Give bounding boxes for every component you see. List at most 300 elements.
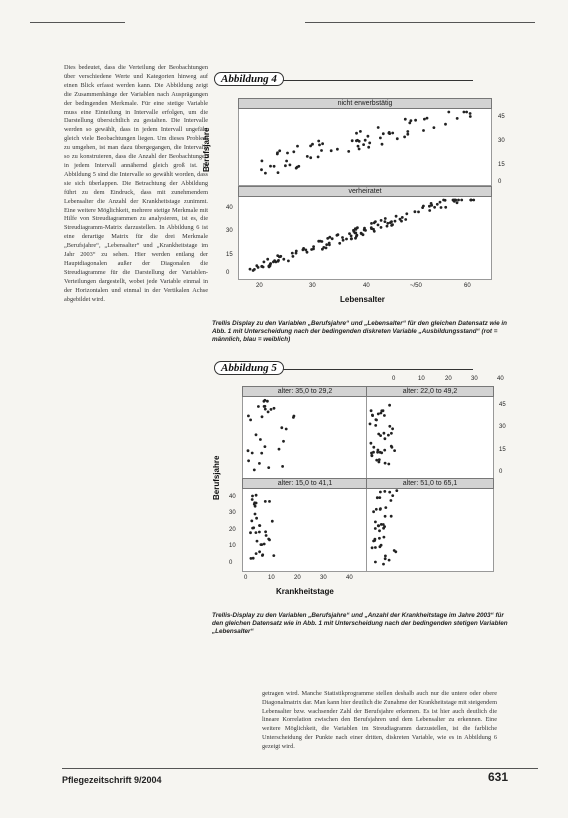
fig5-panel3-point (260, 543, 263, 546)
fig5-panel3-point (250, 557, 253, 560)
fig4-top-point (296, 145, 299, 148)
fig4-bottom-point (354, 237, 357, 240)
fig4-bottom-point (401, 216, 404, 219)
fig5-panel2-point (374, 424, 377, 427)
fig5-panel4-point (378, 529, 381, 532)
fig5-panel3-point (255, 531, 258, 534)
fig4-bottom-point (363, 229, 366, 232)
fig5-panel4-point (374, 521, 377, 524)
figure4-strip-top: nicht erwerbstätig (238, 98, 492, 109)
fig4-bottom-point (321, 240, 324, 243)
fig4-top-point (358, 148, 361, 151)
fig4-top-point (330, 149, 333, 152)
figure4-xlabel: Lebensalter (340, 295, 385, 304)
fig5-xtick-3: 30 (320, 575, 327, 581)
fig5-panel1-point (253, 469, 256, 472)
fig4-ytick-bottom-1: 30 (226, 228, 233, 234)
fig4-top-point (362, 143, 365, 146)
fig5-panel2-point (370, 409, 373, 412)
fig5-panel2-point (372, 446, 375, 449)
fig5-panel1-point (257, 405, 260, 408)
fig4-top-point (289, 164, 292, 167)
fig4-bottom-point (414, 210, 417, 213)
fig4-top-point (463, 111, 466, 114)
fig5-panel1-point (258, 462, 261, 465)
fig4-bottom-point (362, 233, 365, 236)
fig4-bottom-point (428, 205, 431, 208)
fig4-bottom-point (428, 209, 431, 212)
fig4-bottom-point (345, 238, 348, 241)
fig4-top-point (260, 168, 263, 171)
fig5-panel2-point (383, 432, 386, 435)
fig5-panel4-point (384, 515, 387, 518)
fig5-xtick-1: 10 (268, 575, 275, 581)
fig4-bottom-point (457, 199, 460, 202)
fig4-bottom-point (338, 242, 341, 245)
fig4-bottom-point (269, 262, 272, 265)
fig5-panel4-point (374, 546, 377, 549)
fig5-panel2-point (375, 418, 378, 421)
figure5-strip-2: alter: 22,0 to 49,2 (366, 386, 494, 397)
fig4-bottom-point (386, 222, 389, 225)
fig5-panel4-point (383, 490, 386, 493)
fig5-panel3-point (271, 520, 274, 523)
fig4-ytick-top-3: 0 (498, 179, 502, 185)
fig5-panel1-point (263, 400, 266, 403)
fig4-top-point (406, 133, 409, 136)
fig5-panel3-point (252, 526, 255, 529)
fig4-top-point (351, 139, 354, 142)
fig4-bottom-point (373, 230, 376, 233)
fig4-top-point (433, 126, 436, 129)
fig5-panel2-point (377, 413, 380, 416)
fig4-bottom-point (377, 224, 380, 227)
fig4-bottom-point (287, 260, 290, 263)
fig4-top-point (292, 150, 295, 153)
fig4-top-point (309, 145, 312, 148)
fig4-top-point (355, 139, 358, 142)
fig5-panel3-point (263, 543, 266, 546)
fig5-panel2-point (379, 451, 382, 454)
fig4-top-point (364, 139, 367, 142)
fig4-bottom-point (404, 218, 407, 221)
fig4-top-point (368, 142, 371, 145)
fig5-panel4-point (390, 499, 393, 502)
fig4-top-point (269, 165, 272, 168)
fig4-bottom-point (252, 269, 255, 272)
fig5-panel4-point (388, 559, 391, 562)
fig5-top-xtick-1: 10 (418, 376, 425, 382)
fig5-panel3-point (268, 500, 271, 503)
fig5-panel3-point (264, 500, 267, 503)
fig5-panel1-point (247, 415, 250, 418)
fig4-bottom-point (394, 220, 397, 223)
fig5-panel2-point (376, 451, 379, 454)
fig4-top-point (317, 156, 320, 159)
fig4-bottom-point (295, 250, 298, 253)
figure4-strip-bottom: verheiratet (238, 186, 492, 197)
fig4-top-point (295, 167, 298, 170)
fig5-panel1-point (264, 405, 267, 408)
fig5-top-xtick-3: 30 (471, 376, 478, 382)
fig4-bottom-point (249, 268, 252, 271)
fig5-panel1-point (280, 426, 283, 429)
fig4-bottom-point (456, 201, 459, 204)
fig4-top-point (422, 129, 425, 132)
fig4-top-point (309, 156, 312, 159)
fig4-bottom-point (302, 248, 305, 251)
fig4-top-point (403, 136, 406, 139)
fig4-bottom-point (267, 265, 270, 268)
fig5-panel4-point (383, 536, 386, 539)
fig4-bottom-point (279, 255, 282, 258)
fig4-bottom-point (417, 211, 420, 214)
fig4-top-point (404, 118, 407, 121)
fig5-panel3-point (258, 531, 261, 534)
fig5-panel3-point (272, 554, 275, 557)
fig4-bottom-point (355, 228, 358, 231)
fig4-bottom-point (322, 246, 325, 249)
fig4-bottom-point (400, 220, 403, 223)
fig4-top-point (321, 142, 324, 145)
fig5-panel4-point (378, 537, 381, 540)
fig4-bottom-point (460, 199, 463, 202)
fig4-bottom-point (356, 234, 359, 237)
fig4-top-point (414, 119, 417, 122)
fig4-ytick-top-0: 45 (498, 114, 505, 120)
fig5-panel1-point (249, 419, 252, 422)
fig5-ytick-left-1: 30 (229, 510, 236, 516)
fig5-panel2-point (380, 412, 383, 415)
fig5-panel4-point (388, 491, 391, 494)
fig5-panel4-point (382, 527, 385, 530)
fig4-bottom-point (444, 199, 447, 202)
fig5-panel2-point (382, 409, 385, 412)
fig5-panel2-point (383, 414, 386, 417)
fig5-panel1-point (273, 407, 276, 410)
fig4-bottom-point (350, 237, 353, 240)
fig4-bottom-point (390, 224, 393, 227)
fig4-bottom-point (433, 206, 436, 209)
fig4-top-point (359, 130, 362, 133)
fig5-panel2-point (388, 425, 391, 428)
fig5-xtick-0: 0 (244, 575, 248, 581)
fig4-bottom-point (374, 220, 377, 223)
footer-rule (62, 768, 538, 769)
fig4-bottom-point (470, 199, 473, 202)
fig4-top-point (320, 149, 323, 152)
figure5-title-text: Abbildung 5 (221, 362, 277, 374)
fig4-top-point (278, 149, 281, 152)
fig4-xtick-4: 60 (464, 283, 471, 289)
fig5-panel1-point (264, 408, 267, 411)
fig4-bottom-point (380, 226, 383, 229)
fig5-panel2-point (387, 434, 390, 437)
figure4-ylabel: Berufsjahre (202, 127, 211, 172)
fig4-top-point (367, 146, 370, 149)
fig4-bottom-point (444, 206, 447, 209)
fig5-panel1-point (255, 433, 258, 436)
fig4-xtick-3: ~/50 (410, 283, 422, 289)
fig5-ytick-right-1: 30 (499, 424, 506, 430)
fig4-top-point (276, 151, 279, 154)
fig4-bottom-point (257, 266, 260, 269)
fig5-panel3-point (258, 550, 261, 553)
fig4-bottom-point (405, 212, 408, 215)
fig4-top-point (465, 111, 468, 114)
fig5-panel2-point (387, 463, 390, 466)
fig4-top-point (447, 111, 450, 114)
fig4-top-point (406, 130, 409, 133)
fig5-panel1-point (267, 466, 270, 469)
fig4-bottom-point (291, 252, 294, 255)
figure4-title-text: Abbildung 4 (221, 73, 277, 85)
fig4-bottom-point (384, 220, 387, 223)
fig4-top-point (426, 117, 429, 120)
fig4-bottom-point (439, 201, 442, 204)
fig5-panel4-point (390, 515, 393, 518)
fig4-bottom-point (454, 199, 457, 202)
fig4-top-point (285, 160, 288, 163)
fig5-top-xtick-0: 0 (392, 376, 396, 382)
figure5-strip-4: alter: 51,0 to 65,1 (366, 478, 494, 489)
fig5-panel2-point (391, 446, 394, 449)
fig4-bottom-point (472, 199, 475, 202)
figure5-strip-3: alter: 15,0 to 41,1 (242, 478, 368, 489)
fig4-ytick-bottom-3: 0 (226, 270, 230, 276)
fig4-top-point (456, 117, 459, 120)
left-column-text: Dies bedeutet, dass die Verteilung der Beobachtungen über verschiedene Werte und Kategorien hinweg auf einen Blick erfasst werden kann. Die Abbildung zeigt die Zusammenhänge der Variablen nach Ausprägungen der bedingenden Merkmale. Für eine stetige Variable muss eine Einteilung in Intervalle erfolgen, um die Darstellung übersichtlich zu gestalten. Die Intervalle werden so gewählt, dass in jedem Intervall ungefähr gleich viele Beobachtungen liegen. Um dieses Problem zu umgehen, ist man dazu übergegangen, die Intervalle so zu konstruieren, dass die Anzahl der Beobachtungen in jedem Intervall annähernd gleich groß ist. In Abbildung 5 sind die Intervalle so gewählt worden, dass sie sich überlappen. Die Betrachtung der Abbildung führt zu dem Eindruck, dass mit zunehmendem Lebensalter die Anzahl der Krankheitstage zunimmt. Eine weitere Möglichkeit, mehrere stetige Merkmale mit Hilfe von Streudiagrammen zu analysieren, ist es, die Streudiagramm-Matrix darzustellen. In Abbildung 6 ist eine derartige Matrix für die drei Merkmale „Berufsjahre“, „Lebensalter“ und „Krankheitstage im Jahr 2003“ zu sehen. Hier werden entlang der Hauptdiagonalen außer der Diagonalen die Streudiagramme für die Darstellung der Variablen-Verteilungen dargestellt, wobei jede Variable einmal in der Horizontalen und einmal in der Vertikalen Achse abgebildet wird. (64, 64, 208, 303)
fig5-panel4-point (379, 508, 382, 511)
fig5-panel4-point (371, 546, 374, 549)
fig5-ytick-left-3: 10 (229, 543, 236, 549)
fig5-panel3-point (251, 498, 254, 501)
fig5-panel1-point (251, 452, 254, 455)
fig4-top-point (358, 140, 361, 143)
fig5-panel2-point (370, 442, 373, 445)
fig4-bottom-point (386, 225, 389, 228)
fig5-panel2-point (369, 423, 372, 426)
fig4-bottom-point (292, 255, 295, 258)
fig5-xtick-2: 20 (294, 575, 301, 581)
fig4-bottom-point (341, 236, 344, 239)
fig5-panel3-point (256, 540, 259, 543)
fig4-top-point (284, 164, 287, 167)
fig5-panel1-point (260, 452, 263, 455)
fig5-panel3-point (249, 531, 252, 534)
fig4-top-point (286, 152, 289, 155)
fig4-top-point (355, 132, 358, 135)
fig5-xtick-4: 40 (346, 575, 353, 581)
fig4-ytick-bottom-2: 15 (226, 252, 233, 258)
fig5-panel3-point (254, 513, 257, 516)
fig4-bottom-point (312, 245, 315, 248)
fig4-xtick-1: 30 (309, 283, 316, 289)
fig5-panel3-point (261, 554, 264, 557)
fig5-panel2-point (371, 414, 374, 417)
fig5-panel3-point (255, 517, 258, 520)
fig5-panel2-point (378, 461, 381, 464)
fig4-top-point (273, 165, 276, 168)
fig4-top-point (306, 155, 309, 158)
fig4-ytick-top-1: 30 (498, 138, 505, 144)
fig5-panel3-point (265, 534, 268, 537)
figure4-caption: Trellis Display zu den Variablen „Berufsjahre“ und „Lebensalter“ für den gleichen Datensatz wie in Abb. 1 mit Unterscheidung nach der bedingenden diskreten Variable „Ausbildungsstand“ (rot = männlich, blau = weiblich) (212, 320, 507, 343)
fig4-bottom-point (380, 219, 383, 222)
fig5-panel1-point (266, 400, 269, 403)
fig5-panel3-point (258, 524, 261, 527)
fig5-top-xtick-4: 40 (497, 376, 504, 382)
fig5-panel1-point (285, 428, 288, 431)
fig4-top-point (377, 126, 380, 129)
fig5-panel4-point (391, 494, 394, 497)
fig5-panel2-point (370, 452, 373, 455)
fig5-panel4-point (379, 491, 382, 494)
fig4-top-point (381, 143, 384, 146)
fig5-panel4-point (374, 527, 377, 530)
fig5-panel4-point (372, 510, 375, 513)
fig4-bottom-point (352, 229, 355, 232)
fig4-top-point (357, 145, 360, 148)
fig4-bottom-point (304, 249, 307, 252)
fig4-top-point (277, 171, 280, 174)
fig4-bottom-point (436, 203, 439, 206)
fig4-bottom-point (282, 258, 285, 261)
fig5-panel1-point (270, 408, 273, 411)
fig5-panel3-point (250, 520, 253, 523)
fig4-bottom-point (336, 234, 339, 237)
fig5-ytick-right-0: 45 (499, 402, 506, 408)
fig4-bottom-point (370, 226, 373, 229)
fig5-panel4-point (382, 523, 385, 526)
fig5-panel4-point (382, 563, 385, 566)
fig4-bottom-point (325, 243, 328, 246)
fig4-top-point (264, 172, 267, 175)
fig4-top-point (317, 140, 320, 143)
fig5-panel4-point (380, 544, 383, 547)
fig5-panel2-point (384, 437, 387, 440)
fig4-bottom-point (317, 240, 320, 243)
fig5-panel2-point (375, 459, 378, 462)
fig5-panel2-point (371, 454, 374, 457)
fig5-panel4-point (375, 508, 378, 511)
fig5-panel1-point (282, 440, 285, 443)
page-number: 631 (488, 770, 509, 784)
fig5-ytick-left-4: 0 (229, 560, 233, 566)
fig5-ytick-left-0: 40 (229, 494, 236, 500)
fig5-ytick-right-3: 0 (499, 469, 503, 475)
fig4-top-point (318, 144, 321, 147)
fig4-top-point (336, 148, 339, 151)
fig4-top-point (367, 135, 370, 138)
fig5-panel4-point (376, 496, 379, 499)
fig4-bottom-point (331, 237, 334, 240)
fig5-panel1-point (247, 459, 250, 462)
fig5-panel1-point (292, 416, 295, 419)
fig4-bottom-point (348, 232, 351, 235)
fig5-panel2-point (393, 449, 396, 452)
fig5-panel2-point (383, 449, 386, 452)
fig5-panel4-point (384, 555, 387, 558)
fig4-top-point (469, 115, 472, 118)
fig4-bottom-point (328, 236, 331, 239)
fig4-bottom-point (263, 261, 266, 264)
fig4-top-point (261, 160, 264, 163)
figure5-ylabel: Berufsjahre (212, 455, 221, 500)
fig5-panel1-point (259, 438, 262, 441)
fig4-bottom-point (384, 217, 387, 220)
fig4-ytick-bottom-0: 40 (226, 205, 233, 211)
figure5-strip-1: alter: 35,0 to 29,2 (242, 386, 368, 397)
fig5-ytick-left-2: 20 (229, 527, 236, 533)
fig4-top-point (410, 119, 413, 122)
fig4-top-point (469, 112, 472, 115)
fig5-panel4-point (395, 489, 398, 492)
fig5-panel2-point (388, 404, 391, 407)
fig5-panel2-point (391, 427, 394, 430)
fig5-top-xtick-2: 20 (445, 376, 452, 382)
fig4-bottom-point (390, 220, 393, 223)
fig4-bottom-point (395, 215, 398, 218)
fig4-bottom-point (262, 266, 265, 269)
fig4-top-point (391, 132, 394, 135)
fig5-panel3-point (254, 505, 257, 508)
fig4-bottom-point (328, 243, 331, 246)
fig5-panel4-point (384, 557, 387, 560)
fig5-panel1-point (278, 448, 281, 451)
fig5-panel1-point (261, 415, 264, 418)
fig4-bottom-point (342, 239, 345, 242)
footer-journal: Pflegezeitschrift 9/2004 (62, 775, 162, 785)
fig4-top-point (423, 118, 426, 121)
fig4-xtick-2: 40 (363, 283, 370, 289)
bottom-text: getragen wird. Manche Statistikprogramme stellen deshalb auch nur die untere oder obere Diagonalmatrix dar. Man kann hier deutlich die Zunahme der Krankheitstage mit steigendem Lebensalter bzw. wachsender Zahl der Berufsjahre erkennen. Es ist hier auch deutlich die lineare Korrelation zwischen den Berufsjahren und dem Lebensalter zu erkennen. Eine weitere Möglichkeit, die Variablen im Streudiagramm darzustellen, ist die farbliche Unterscheidung der Punkte nach einer dritten, diskreten Variable, wie es in Abbildung 6 gezeigt wird. (262, 690, 497, 750)
fig4-bottom-point (440, 206, 443, 209)
fig5-panel4-point (374, 538, 377, 541)
fig5-panel1-point (264, 445, 267, 448)
fig4-xtick-0: 20 (256, 283, 263, 289)
fig5-panel4-point (377, 524, 380, 527)
fig4-bottom-point (266, 258, 269, 261)
fig4-top-point (396, 137, 399, 140)
fig5-ytick-right-2: 15 (499, 447, 506, 453)
fig5-panel2-point (390, 432, 393, 435)
fig4-bottom-point (350, 235, 353, 238)
fig4-top-point (388, 131, 391, 134)
fig4-top-point (379, 137, 382, 140)
fig5-panel3-point (268, 539, 271, 542)
fig5-panel1-point (247, 449, 250, 452)
fig5-panel1-point (281, 465, 284, 468)
fig5-panel4-point (374, 561, 377, 564)
fig5-panel2-point (377, 433, 380, 436)
fig5-panel2-point (378, 458, 381, 461)
fig4-top-point (347, 150, 350, 153)
fig4-top-point (444, 123, 447, 126)
fig5-panel3-point (255, 552, 258, 555)
fig4-bottom-point (273, 259, 276, 262)
fig4-bottom-point (370, 222, 373, 225)
fig5-panel4-point (393, 549, 396, 552)
fig5-panel2-point (384, 462, 387, 465)
figure5-xlabel: Krankheitstage (276, 587, 334, 596)
fig4-bottom-point (422, 205, 425, 208)
fig5-panel3-point (251, 495, 254, 498)
fig5-panel3-point (255, 494, 258, 497)
fig5-panel4-point (384, 506, 387, 509)
fig5-panel1-point (267, 411, 270, 414)
fig4-top-point (382, 132, 385, 135)
